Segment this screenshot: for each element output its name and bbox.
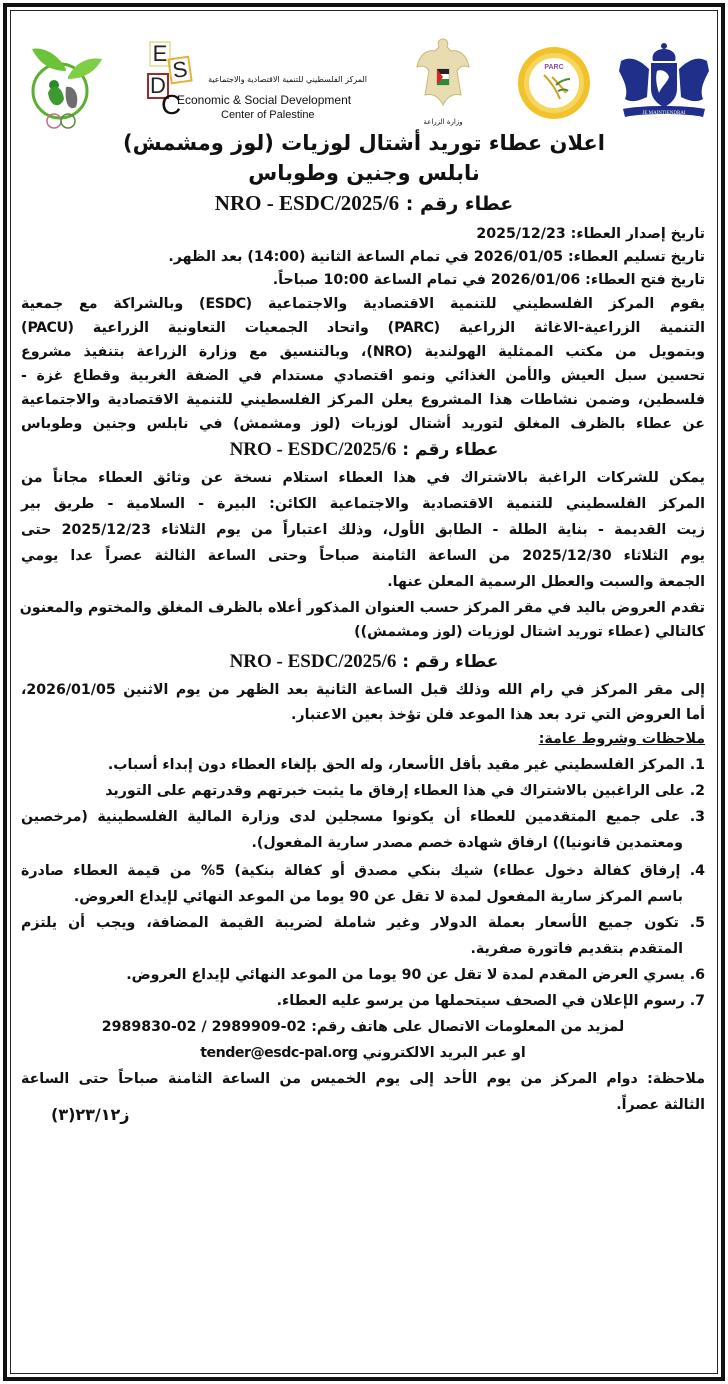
tender-number-heading-2 (11, 439, 717, 461)
announcement-title-line2: نابلس وجنين وطوباس (248, 161, 480, 185)
intro-line: يقوم المركز الفلسطيني للتنمية الاقتصادية والاجتماعية (ESDC) وبالشراكة مع جمعية (21, 296, 706, 312)
documents-line: تقدم العروض باليد في مقر المركز حسب العنوان المذكور أعلاه بالظرف المغلق والمختوم والمعنون (19, 600, 705, 616)
esdc-logo (141, 35, 391, 125)
opening-date: تاريخ فتح العطاء: 2026/01/06 في تمام الساعة 10:00 صباحاً. (272, 272, 705, 288)
ministry-caption: وزارة الزراعة (423, 118, 463, 126)
note-item-6: 6. يسري العرض المقدم لمدة لا تقل عن 90 يوما من الموعد النهائي لإيداع العروض. (126, 967, 705, 983)
note-item-2: 2. على الراغبين بالاشتراك في هذا العطاء إرفاق ما يثبت خبرتهم وقدرتهم على التوريد (105, 783, 705, 799)
documents-line: الجمعة والسبت والعطل الرسمية المعلن عنها. (387, 574, 705, 590)
logo-strip (11, 19, 717, 126)
esdc-letter-d: D (147, 73, 169, 99)
note-item-5: 5. تكون جميع الأسعار بعملة الدولار وغير شاملة لضريبة القيمة المضافة، ويجب أن يلتزم (21, 915, 705, 931)
note-item-3: 3. على جميع المتقدمين للعطاء أن يكونوا مسجلين لدى وزارة المالية الفلسطينية (مرخصين (21, 809, 705, 825)
documents-line: يمكن للشركات الراغبة بالاشتراك في هذا العطاء استلام نسخة عن وثائق العطاء مجاناً من (21, 470, 705, 486)
reference-code: ز٢٣/١٢(٣) (51, 1105, 130, 1124)
tender-number-value: 6/NRO - ESDC/2025 (229, 439, 397, 460)
intro-line: وبتمويل من مكتب الممثلية الهولندية (NRO)، وبالتنسيق مع وزارة الزراعة بتنفيذ مشروع (21, 344, 705, 360)
advertisement-frame (3, 3, 725, 1381)
esdc-english-name-2: Center of Palestine (221, 109, 315, 121)
note-item-7: 7. رسوم الإعلان في الصحف سيتحملها من يرسو عليه العطاء. (276, 993, 705, 1009)
esdc-letter-c: C (161, 89, 182, 120)
green-leaf-logo-icon (26, 41, 106, 129)
documents-line: زيت القديمة - بناية الطلة - الطابق الأول، وذلك اعتباراً من يوم الثلاثاء 2025/12/23 حتى (21, 522, 705, 538)
netherlands-coat-of-arms-icon (611, 41, 717, 127)
tender-number-value: 6/NRO - ESDC/2025 (214, 191, 400, 215)
tender-number-label: عطاء رقم : (402, 652, 499, 672)
intro-line: التنمية الزراعية-الاغاثة الزراعية (PARC) واتحاد الجمعيات التعاونية الزراعية (PACU) (21, 320, 705, 336)
submission-date: تاريخ تسليم العطاء: 2026/01/05 في تمام الساعة الثانية (14:00) بعد الظهر. (168, 249, 705, 265)
ministry-of-agriculture-logo (413, 35, 473, 130)
parc-logo-icon (516, 45, 592, 121)
note-item-4-cont: باسم المركز سارية المفعول لمدة لا تقل عن 90 يوما من الموعد النهائي لإيداع العروض. (73, 889, 683, 905)
note-item-4: 4. إرفاق كفالة دخول عطاء) شيك بنكي مصدق أو كفالة بنكية) 5% من قيمة العطاء صادرة (21, 863, 705, 879)
esdc-letter-s: S (167, 56, 192, 85)
note-item-5-cont: المتقدم بتقديم فاتورة صفرية. (470, 941, 683, 957)
office-hours-line1: ملاحظة: دوام المركز من يوم الأحد إلى يوم الخميس من الساعة الثامنة صباحاً حتى الساعة (21, 1071, 705, 1087)
issue-date: تاريخ إصدار العطاء: 2025/12/23 (476, 226, 705, 242)
documents-line: المركز الفلسطيني للتنمية الاقتصادية والاجتماعية الكائن: البيرة - السلامية - طريق بير (21, 496, 705, 512)
intro-line: تحسين سبل العيش والأمن الغذائي ونمو اقتصادي مستدام في الضفة الغربية وقطاع غزة - (21, 368, 705, 384)
parc-text: PARC (544, 64, 564, 71)
note-item-1: 1. المركز الفلسطيني غير مقيد بأقل الأسعار، وله الحق بإلغاء العطاء دون إبداء أسباب. (107, 757, 705, 773)
contact-phone: لمزيد من المعلومات الاتصال على هاتف رقم: 02-2989909 / 02-2989830 (101, 1019, 625, 1035)
office-hours-line2: الثالثة عصراً. (616, 1097, 705, 1113)
deadline-line: أما العروض التي ترد بعد هذا الموعد فلن تؤخذ بعين الاعتبار. (291, 707, 705, 723)
tender-number-label: عطاء رقم : (402, 440, 499, 460)
tender-number-label: عطاء رقم : (405, 193, 514, 215)
contact-email: او عبر البريد الالكتروني tender@esdc-pal.org (200, 1045, 526, 1061)
documents-line: يوم الثلاثاء 2025/12/30 من الساعة الثامنة صباحاً وحتى الساعة الثالثة عصراً عدا يومي (21, 548, 705, 564)
tender-number-heading-3 (11, 651, 717, 673)
documents-line: كالتالي (عطاء توريد اشتال لوزيات (لوز ومشمش)) (354, 624, 705, 640)
esdc-letter-e: E (149, 41, 171, 67)
notes-heading: ملاحظات وشروط عامة: (538, 731, 705, 747)
deadline-line: إلى مقر المركز في رام الله وذلك قبل الساعة الثانية بعد الظهر من يوم الاثنين 2026/01/05، (21, 682, 705, 698)
tender-number-heading (11, 191, 717, 216)
intro-line: عن عطاء بالظرف المغلق لتوريد أشتال لوزيات (لوز ومشمش) في نابلس وجنين وطوباس (21, 416, 705, 432)
netherlands-motto: JE MAINTIENDRAI (642, 111, 686, 116)
esdc-arabic-name: المركز الفلسطيني للتنمية الاقتصادية والاجتماعية (208, 75, 367, 84)
announcement-title-line1: اعلان عطاء توريد أشتال لوزيات (لوز ومشمش) (123, 131, 605, 155)
intro-line: فلسطين، وضمن نشاطات هذا المشروع يعلن المركز الفلسطيني للتنمية الاقتصادية والاجتماعية (21, 392, 705, 408)
palestinian-eagle-icon (413, 35, 473, 113)
tender-number-value: 6/NRO - ESDC/2025 (229, 651, 397, 672)
advertisement-inner-border (10, 10, 718, 1374)
esdc-english-name-1: Economic & Social Development (177, 93, 352, 107)
note-item-3-cont: ومعتمدين قانونيا)) ارفاق شهادة خصم مصدر سارية المفعول). (251, 835, 683, 851)
